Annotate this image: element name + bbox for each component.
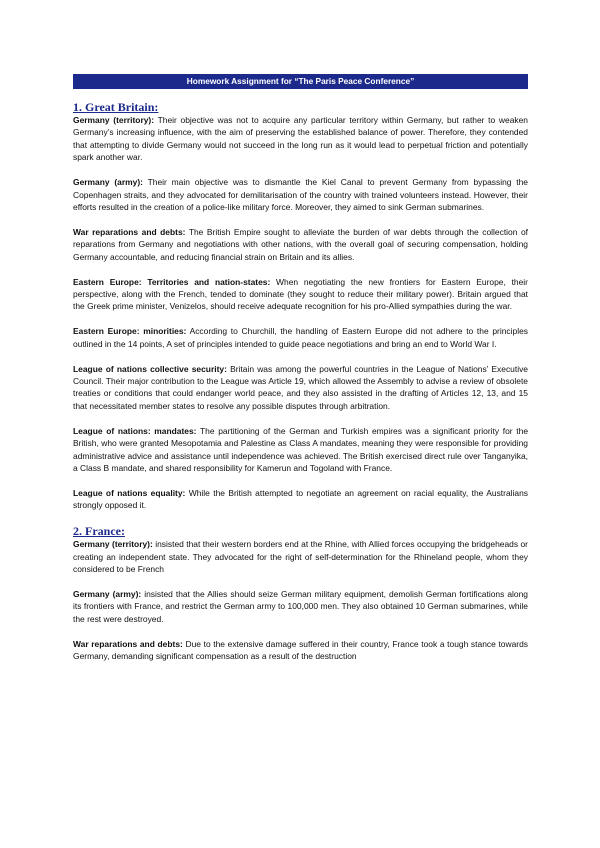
- paragraph-text: insisted that their western borders end at the Rhine, with Allied forces occupying the bridgeheads or creating an independent state. They advocated for the right of self-determination for the Rhineland people, whom they considered to be French: [73, 539, 528, 574]
- paragraph-label: War reparations and debts:: [73, 226, 186, 237]
- paragraph: [73, 176, 528, 213]
- paragraph: [73, 325, 528, 350]
- paragraph-label: Germany (army):: [73, 588, 142, 599]
- paragraph-text: Due to the extensive damage suffered in their country, France took a tough stance towards Germany, demanding significant compensation as a result of the destruction: [73, 638, 528, 661]
- section-france: [73, 524, 528, 662]
- paragraph-label: Germany (army):: [73, 177, 143, 188]
- paragraph: [73, 588, 528, 625]
- paragraph-label: League of nations collective security:: [73, 363, 227, 374]
- paragraph-label: Germany (territory):: [73, 539, 153, 550]
- paragraph-text: insisted that the Allies should seize German military equipment, demolish German fortifications along its frontiers with France, and restrict the German army to 100,000 men. They also obtained 10 German submarines, while the rest were destroyed.: [73, 588, 528, 624]
- paragraph: [73, 538, 528, 575]
- paragraph: [73, 425, 528, 475]
- paragraph-label: Germany (territory):: [73, 115, 155, 125]
- paragraph: [73, 226, 528, 263]
- paragraph-text: The partitioning of the German and Turkish empires was a significant priority for the British, who were granted Mesopotamia and Palestine as Class A mandates, meaning they were responsible for providing administrative advice and assistance until independence was achieved. The British exercised direct rule over Tanganyika, a Class B mandate, and shared responsibility for Kamerun and Togoland with France.: [73, 425, 529, 473]
- paragraph-text: Their objective was not to acquire any particular territory within Germany, but rather to weaken Germany’s increasing influence, with the aim of preserving the established balance of power. Therefore, they contended that attempting to divide Germany would not succeed in the long run as it would lead to perpetual friction and potentially spark another war.: [73, 115, 528, 163]
- paragraph: [73, 114, 528, 164]
- section-heading: 1. Great Britain:: [73, 100, 159, 114]
- paragraph-text: The British Empire sought to alleviate the burden of war debts through the collection of reparations from Germany and negotiations with other nations, with the overall goal of securing compensation, holding Germany accountable, and reducing financial strain on Britain and its allies.: [73, 226, 528, 262]
- paragraph-label: War reparations and debts:: [73, 638, 183, 649]
- paragraph-text: According to Churchill, the handling of Eastern Europe did not adhere to the principles outlined in the 14 points, A set of principles intended to guide peace negotiations and bring an end to World War I.: [73, 326, 528, 349]
- paragraph: [73, 638, 528, 663]
- paragraph-label: Eastern Europe: Territories and nation-states:: [73, 276, 271, 287]
- paragraph-text: When negotiating the new frontiers for Eastern Europe, their perspective, along with the French, tended to dominate (they sought to reduce their military power). Britain argued that the Greek prime minister, Venizelos, should receive adequate recognition for his pro-Allied sympathies during the war.: [73, 276, 528, 312]
- section-heading: 2. France:: [73, 524, 125, 539]
- paragraph: [73, 487, 528, 512]
- paragraph-label: League of nations: mandates:: [73, 425, 197, 436]
- document-page: [73, 74, 528, 675]
- paragraph-text: Britain was among the powerful countries in the League of Nations’ Executive Council. Their major contribution to the League was Article 19, which allowed the Assembly to advise a review of obsolete treaties or conditions that could endanger world peace, and they also assisted in the drafting of Articles 12, 13, and 15 that necessitated member states to resolve any possible disputes through arbitration.: [73, 363, 528, 411]
- section-great-britain: [73, 100, 528, 512]
- paragraph-text: Their main objective was to dismantle the Kiel Canal to prevent Germany from bypassing the Copenhagen straits, and they advocated for demilitarisation of the country with trained volunteers instead. However, their efforts resulted in the creation of a police-like military force. Moreover, they aimed to sink German submarines.: [73, 177, 529, 212]
- paragraph-text: While the British attempted to negotiate an agreement on racial equality, the Australians strongly opposed it.: [73, 487, 528, 511]
- paragraph-label: League of nations equality:: [73, 487, 186, 498]
- paragraph: [73, 276, 528, 313]
- paragraph: [73, 363, 528, 413]
- assignment-title: Homework Assignment for “The Paris Peace Conference”: [73, 74, 528, 89]
- paragraph-label: Eastern Europe: minorities:: [73, 326, 187, 337]
